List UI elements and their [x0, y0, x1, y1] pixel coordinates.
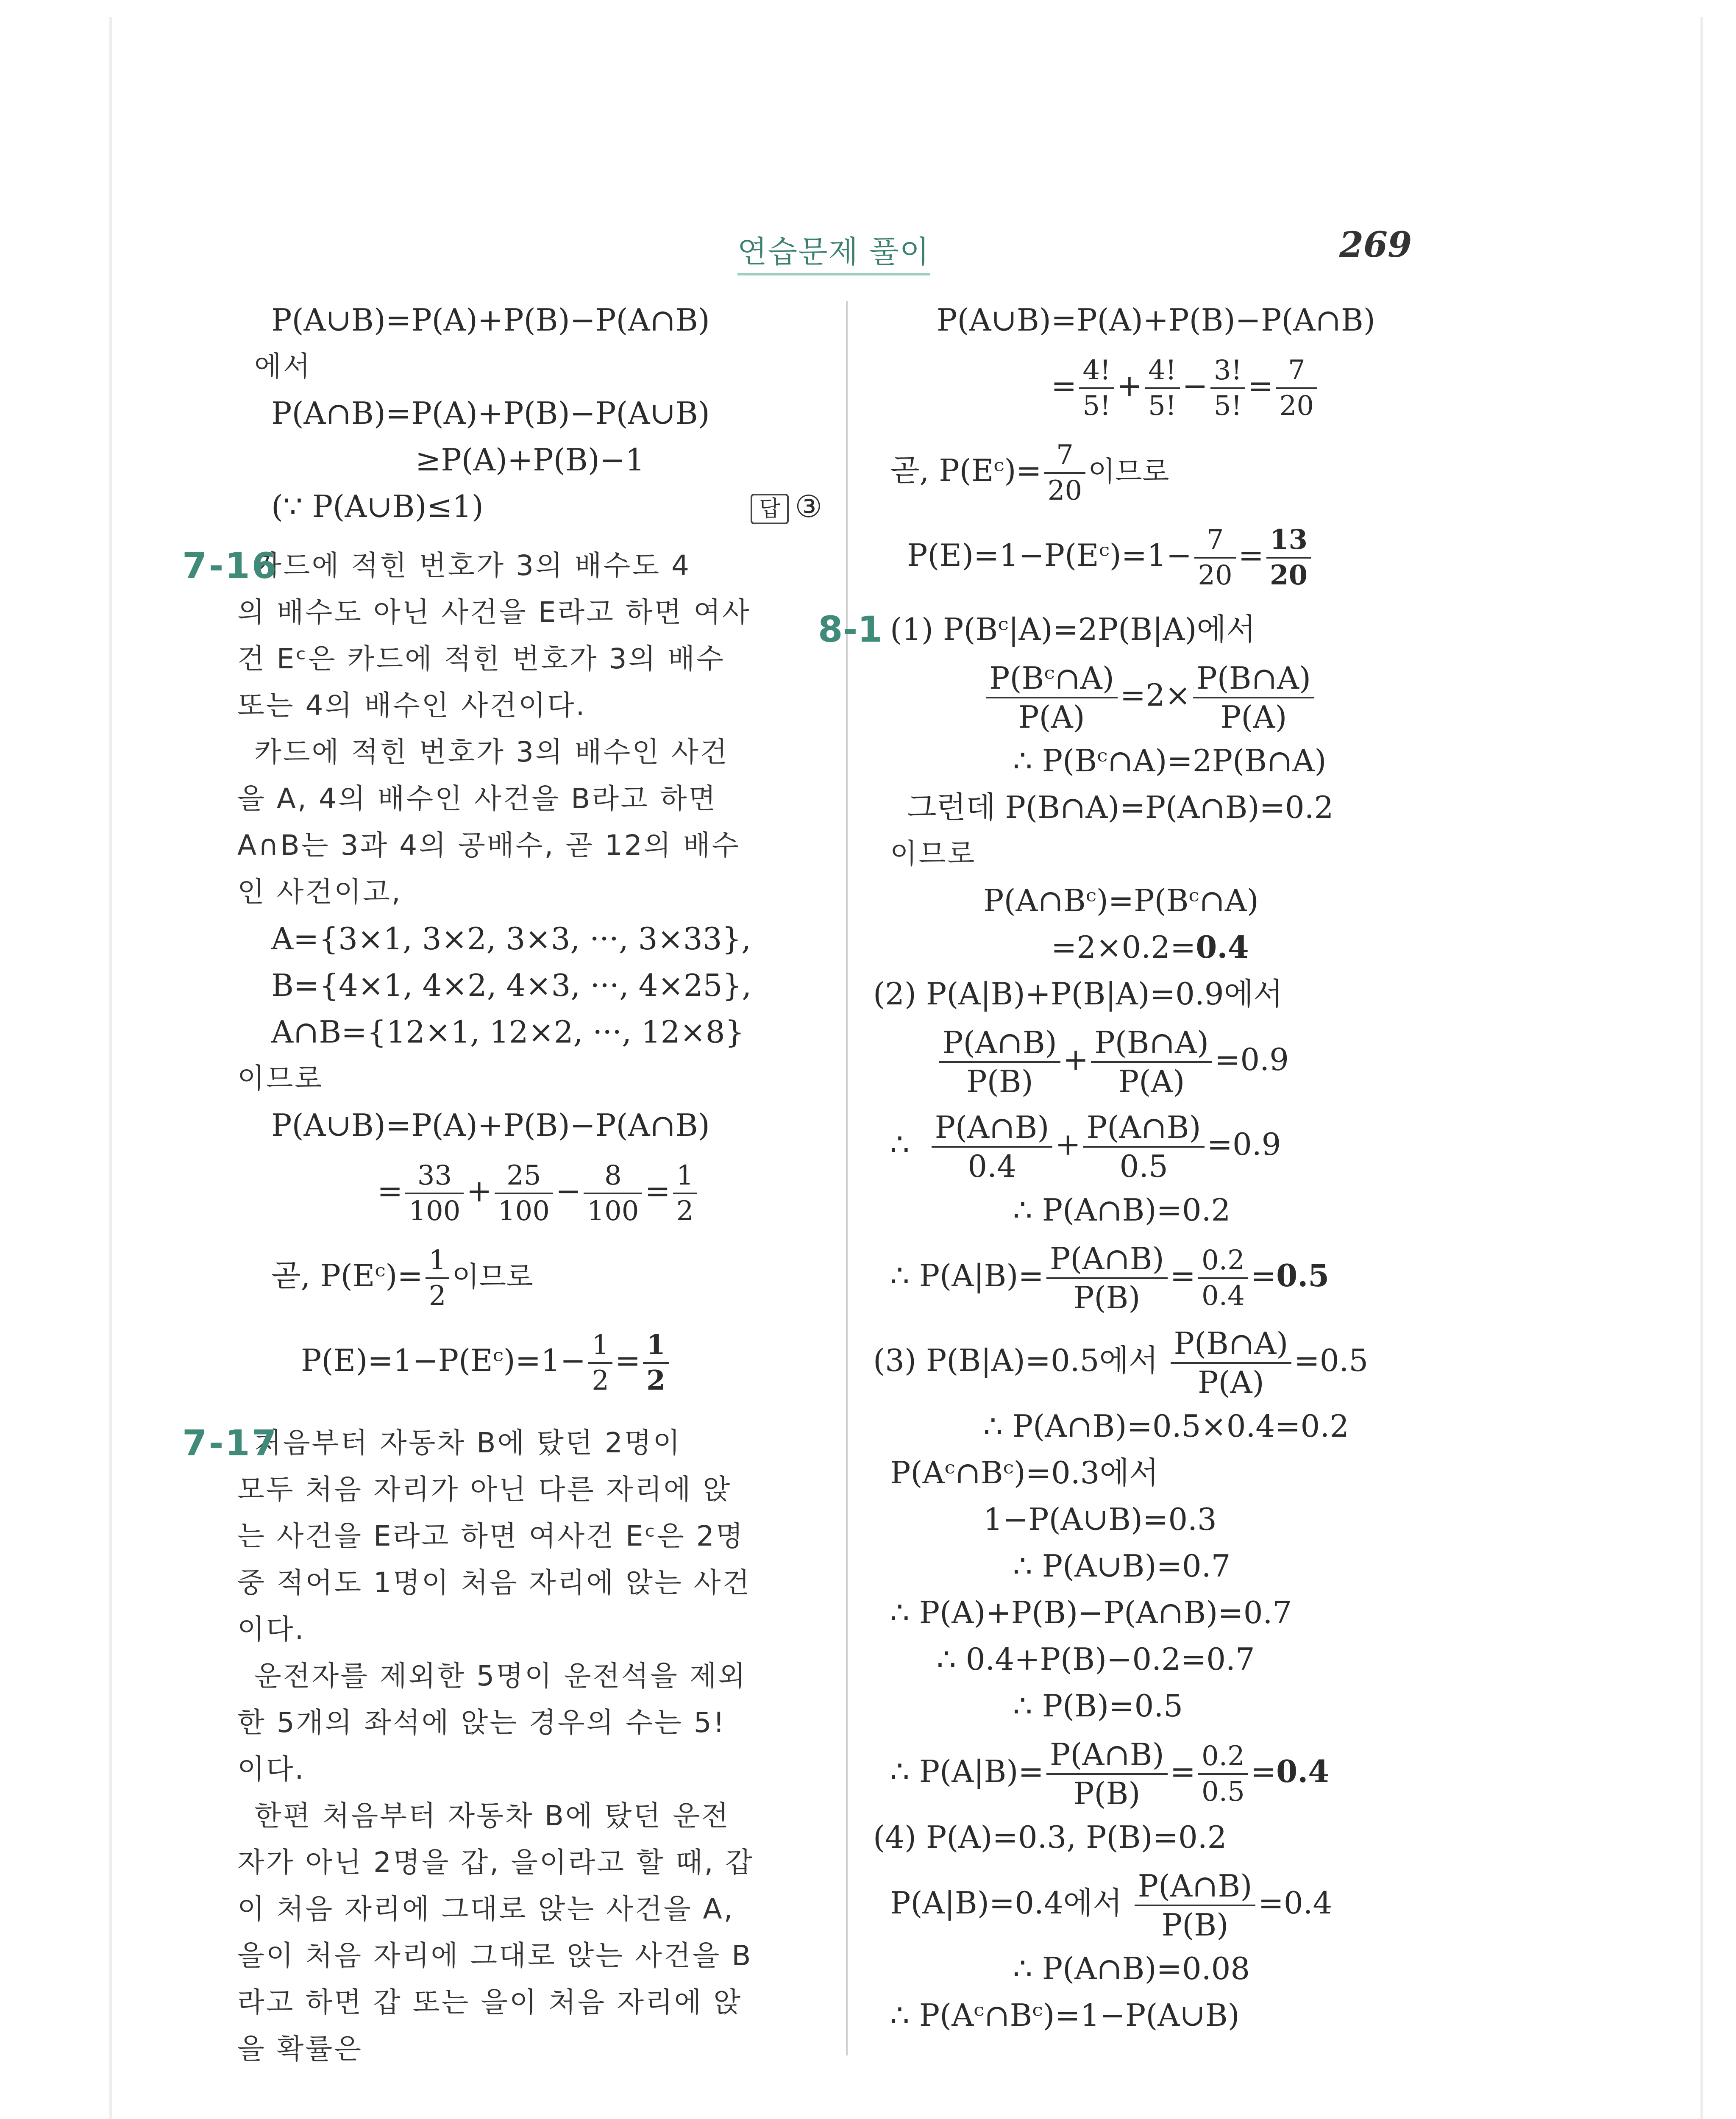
text-line: 을 확률은 [237, 2033, 363, 2065]
text-line: 을이 처음 자리에 그대로 앉는 사건을 B [237, 1939, 753, 1972]
page-edge-left [109, 17, 112, 2119]
text-line: 카드에 적힌 번호가 3의 배수인 사건 [254, 736, 729, 768]
problem-number: 7-17 [182, 1422, 278, 1464]
set-definition: A={3×1, 3×2, 3×3, ···, 3×33}, [271, 921, 751, 957]
equation: 그런데 P(B∩A)=P(A∩B)=0.2 [907, 790, 1334, 825]
therefore-sign: ∴ [890, 1126, 910, 1162]
answer-box: 답 [751, 494, 789, 524]
page-edge-right [1700, 17, 1703, 2119]
equals-sign: = [377, 1173, 403, 1209]
text-line: 이므로 [890, 837, 976, 870]
text: 처음부터 자동차 B에 탔던 2명이 [254, 1427, 682, 1459]
fraction: $\frac{4!}{5!}$ [1145, 357, 1180, 420]
fraction-equation: P(E)=1−P(Eᶜ)=1− $\frac{1}{2}$ = $\frac{1}{2}$ [237, 1318, 831, 1403]
text-line: 에서 [254, 350, 312, 383]
fraction: $\frac{7}{20}$ [1044, 442, 1085, 504]
answer-choice: ③ [795, 489, 822, 524]
text: 곧, P(Eᶜ)= [271, 1258, 423, 1293]
text: 이므로 [1088, 455, 1169, 488]
text-line: 한 5개의 좌석에 앉는 경우의 수는 5! [237, 1706, 726, 1739]
text: 이므로 [452, 1260, 533, 1293]
fraction: $\frac{7}{20}$ [1194, 526, 1235, 589]
fraction: $\frac{0.2}{0.5}$ [1198, 1743, 1248, 1805]
fraction: $\frac{P(A\cap B)}{P(B)}$ [1135, 1871, 1256, 1940]
fraction: $\frac{7}{20}$ [1276, 357, 1317, 420]
equation: ∴ P(A∪B)=0.7 [1013, 1548, 1231, 1584]
text-line: 이다. [237, 1753, 306, 1785]
answer-line [237, 483, 831, 530]
text-line: 는 사건을 E라고 하면 여사건 Eᶜ은 2명 [237, 1520, 745, 1552]
problem-8-1-first-line [818, 606, 1475, 653]
text-line: 한편 처음부터 자동차 B에 탔던 운전 [254, 1799, 730, 1832]
text: =0.5 [1294, 1343, 1369, 1378]
equation: ∴ P(A)+P(B)−P(A∩B)=0.7 [890, 1595, 1292, 1630]
fraction: $\frac{P(B\cap A)}{P(A)}$ [1171, 1328, 1292, 1398]
equation: ∴ 0.4+P(B)−0.2=0.7 [937, 1641, 1255, 1677]
problem-7-17-first-line [182, 1420, 831, 1466]
fraction: $\frac{25}{100}$ [495, 1162, 553, 1225]
equation: ∴ P(A∩B)=0.08 [1013, 1951, 1250, 1986]
column-divider [846, 301, 848, 2055]
text-line: 건 Eᶜ은 카드에 적힌 번호가 3의 배수 [237, 642, 725, 675]
fraction-equation: $\frac{P(A\cap B)}{P(B)}$ + $\frac{P(B\cap A)}{P(A)}$ =0.9 [873, 1017, 1475, 1102]
answer-value: 0.4 [1276, 1753, 1330, 1789]
set-definition: B={4×1, 4×2, 4×3, ···, 4×25}, [271, 968, 752, 1003]
text: P(A|B)=0.4에서 [890, 1885, 1122, 1921]
equation: P(A∩Bᶜ)=P(Bᶜ∩A) [983, 883, 1259, 918]
fraction-equation: ∴ P(A|B)= $\frac{P(A\cap B)}{P(B)}$ = $\frac{0.2}{0.4}$ =0.5 [890, 1241, 1330, 1315]
fraction: $\frac{P(A\cap B)}{0.4}$ [932, 1112, 1053, 1182]
fraction: $\frac{3!}{5!}$ [1210, 357, 1245, 420]
text-line: 을 A, 4의 배수인 사건을 B라고 하면 [237, 782, 718, 815]
fraction-equation [873, 1860, 1475, 1945]
answer-fraction: $\frac{13}{20}$ [1266, 526, 1311, 589]
text-line: 라고 하면 갑 또는 을이 처음 자리에 앉 [237, 1986, 743, 2019]
fraction: $\frac{P(A\cap B)}{P(B)}$ [939, 1027, 1060, 1097]
text-line: 또는 4의 배수인 사건이다. [237, 689, 587, 722]
equation [873, 924, 1475, 971]
text-line: 모두 처음 자리가 아닌 다른 자리에 앉 [237, 1473, 732, 1506]
page-number: 269 [1339, 225, 1412, 265]
equation: ∴ P(A∩B)=0.5×0.4=0.2 [983, 1408, 1349, 1444]
text: P(E)=1−P(Eᶜ)=1− [301, 1343, 586, 1378]
fraction-equation [873, 1318, 1475, 1403]
text: 곧, P(Eᶜ)= [890, 453, 1042, 488]
equation: ≥P(A)+P(B)−1 [415, 442, 645, 478]
problem-number: 8-1 [818, 609, 882, 650]
fraction: $\frac{1}{2}$ [426, 1247, 450, 1310]
text: =2×0.2= [1051, 929, 1196, 965]
left-column [182, 297, 831, 2072]
text-line: 중 적어도 1명이 처음 자리에 앉는 사건 [237, 1566, 751, 1599]
fraction: $\frac{8}{100}$ [584, 1162, 642, 1225]
fraction: $\frac{P(A\cap B)}{P(B)}$ [1046, 1739, 1168, 1809]
equation: P(A∪B)=P(A)+P(B)−P(A∩B) [271, 1107, 710, 1143]
answer-mark [751, 483, 822, 530]
answer-value: 0.5 [1276, 1257, 1330, 1293]
text: =0.9 [1215, 1042, 1289, 1077]
text-line: 이 처음 자리에 그대로 앉는 사건을 A, [237, 1893, 734, 1925]
fraction: $\frac{1}{2}$ [588, 1332, 612, 1394]
text-line: 이다. [237, 1613, 306, 1646]
text-line: 운전자를 제외한 5명이 운전석을 제외 [254, 1660, 747, 1692]
fraction-equation: = $\frac{33}{100}$ + $\frac{25}{100}$ − $\frac{8}{100}$ = $\frac{1}{2}$ [237, 1148, 831, 1233]
equation: P(A∪B)=P(A)+P(B)−P(A∩B) [937, 302, 1375, 338]
text: 카드에 적힌 번호가 3의 배수도 4 [254, 549, 691, 582]
fraction-equation: = $\frac{4!}{5!}$ + $\frac{4!}{5!}$ − $\frac{3!}{5!}$ = $\frac{7}{20}$ [873, 343, 1475, 428]
fraction: $\frac{1}{2}$ [673, 1162, 697, 1225]
text: (3) P(B|A)=0.5에서 [873, 1343, 1158, 1378]
fraction-equation: ∴ $\frac{P(A\cap B)}{0.4}$ + $\frac{P(A\cap B)}{0.5}$ =0.9 [890, 1110, 1281, 1184]
fraction: $\frac{P(B\cap A)}{P(A)}$ [1193, 663, 1314, 732]
fraction-equation [873, 428, 1475, 513]
fraction: $\frac{33}{100}$ [405, 1162, 464, 1225]
fraction-equation [873, 653, 1475, 737]
equation: P(A∪B)=P(A)+P(B)−P(A∩B) [271, 302, 710, 338]
fraction: $\frac{4!}{5!}$ [1079, 357, 1114, 420]
equation: ∴ P(Bᶜ∩A)=2P(B∩A) [1013, 743, 1327, 779]
fraction-equation: ∴ P(A|B)= $\frac{P(A\cap B)}{P(B)}$ = $\frac{0.2}{0.5}$ =0.4 [890, 1737, 1330, 1811]
equation: 1−P(A∪B)=0.3 [983, 1502, 1217, 1537]
section-title: 연습문제 풀이 [737, 227, 930, 275]
text: P(E)=1−P(Eᶜ)=1− [907, 537, 1192, 573]
text-line: 인 사건이고, [237, 876, 402, 908]
fraction: $\frac{P(A\cap B)}{P(B)}$ [1046, 1243, 1168, 1313]
equation: ∴ P(B)=0.5 [1013, 1688, 1183, 1724]
equation: P(A∩B)=P(A)+P(B)−P(A∪B) [271, 395, 710, 431]
text-line: 이므로 [237, 1062, 324, 1095]
reason-text: (∵ P(A∪B)≤1) [271, 489, 484, 524]
text: =0.9 [1207, 1126, 1281, 1162]
text: ∴ P(A|B)= [890, 1258, 1044, 1293]
text-line: 자가 아닌 2명을 갑, 을이라고 할 때, 갑 [237, 1846, 754, 1879]
fraction: $\frac{\text{P(Bᶜ∩A)}}{P(A)}$ [986, 663, 1118, 732]
text: =0.4 [1258, 1885, 1333, 1921]
right-column [818, 297, 1475, 2038]
equation: ∴ P(Aᶜ∩Bᶜ)=1−P(A∪B) [890, 1997, 1240, 2033]
fraction-equation: P(E)=1−P(Eᶜ)=1− $\frac{7}{20}$ = $\frac{13}{20}$ [873, 513, 1475, 598]
fraction: $\frac{0.2}{0.4}$ [1198, 1247, 1248, 1310]
answer-fraction: $\frac{1}{2}$ [643, 1332, 669, 1394]
page-header [0, 225, 1736, 271]
text-line: A∩B는 3과 4의 공배수, 곧 12의 배수 [237, 829, 741, 862]
equation: ∴ P(A∩B)=0.2 [1013, 1192, 1231, 1228]
problem-7-16-first-line [182, 542, 831, 589]
text: =2× [1120, 677, 1191, 713]
equation: P(Aᶜ∩Bᶜ)=0.3에서 [890, 1455, 1159, 1491]
equation: (4) P(A)=0.3, P(B)=0.2 [873, 1819, 1227, 1855]
equation: (2) P(A|B)+P(B|A)=0.9에서 [873, 976, 1283, 1012]
problem-number: 7-16 [182, 545, 278, 587]
answer-value: 0.4 [1196, 929, 1249, 965]
fraction: $\frac{P(A\cap B)}{0.5}$ [1083, 1112, 1205, 1182]
fraction-equation [237, 1233, 831, 1318]
text-line: 의 배수도 아닌 사건을 E라고 하면 여사 [237, 596, 751, 628]
set-definition: A∩B={12×1, 12×2, ···, 12×8} [271, 1014, 745, 1050]
fraction: $\frac{P(B\cap A)}{P(A)}$ [1091, 1027, 1212, 1097]
text: ∴ P(A|B)= [890, 1754, 1044, 1789]
text: (1) P(Bᶜ|A)=2P(B|A)에서 [890, 612, 1256, 647]
